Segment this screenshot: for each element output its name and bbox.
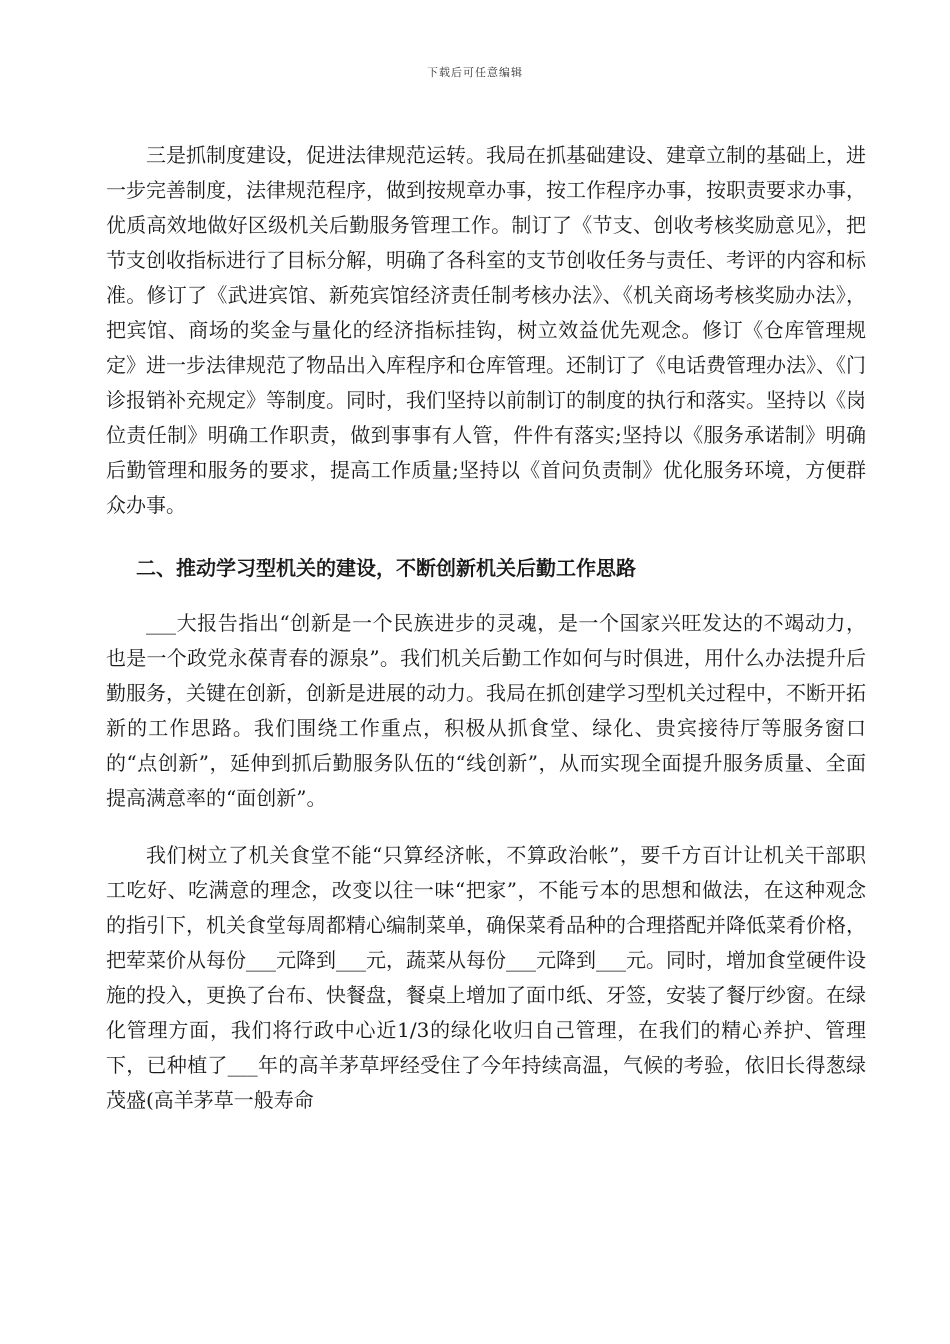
document-body	[106, 138, 866, 1118]
paragraph-canteen-greening: 我们树立了机关食堂不能“只算经济帐，不算政治帐”，要千方百计让机关干部职工吃好、吃满意的理念，改变以往一味“把家”，不能亏本的思想和做法，在这种观念的指引下，机关食堂每周都精心编制菜单，确保菜肴品种的合理搭配并降低菜肴价格，把荤菜价从每份___元降到___元，蔬菜从每份___元降到___元。同时，增加食堂硬件设施的投入，更换了台布、快餐盘，餐桌上增加了面巾纸、牙签，安装了餐厅纱窗。在绿化管理方面，我们将行政中心近1/3的绿化收归自己管理，在我们的精心养护、管理下，已种植了___年的高羊茅草坪经受住了今年持续高温，气候的考验，依旧长得葱绿茂盛(高羊茅草一般寿命	[106, 843, 866, 1112]
paragraph-institution-building: 三是抓制度建设，促进法律规范运转。我局在抓基础建设、建章立制的基础上，进一步完善制度，法律规范程序，做到按规章办事，按工作程序办事，按职责要求办事，优质高效地做好区级机关后勤服务管理工作。制订了《节支、创收考核奖励意见》，把节支创收指标进行了目标分解，明确了各科室的支节创收任务与责任、考评的内容和标准。修订了《武进宾馆、新苑宾馆经济责任制考核办法》、《机关商场考核奖励办法》，把宾馆、商场的奖金与量化的经济指标挂钩，树立效益优先观念。修订《仓库管理规定》进一步法律规范了物品出入库程序和仓库管理。还制订了《电话费管理办法》、《门诊报销补充规定》等制度。同时，我们坚持以前制订的制度的执行和落实。坚持以《岗位责任制》明确工作职责，做到事事有人管，件件有落实;坚持以《服务承诺制》明确后勤管理和服务的要求，提高工作质量;坚持以《首问负责制》优化服务环境，方便群众办事。	[106, 143, 866, 517]
paragraph-gap	[106, 816, 866, 838]
header-note: 下载后可任意编辑	[427, 66, 523, 79]
section-heading-2: 二、推动学习型机关的建设，不断创新机关后勤工作思路	[136, 556, 636, 580]
paragraph-innovation: ___大报告指出“创新是一个民族进步的灵魂，是一个国家兴旺发达的不竭动力，也是一个政党永葆青春的源泉”。我们机关后勤工作如何与时俱进，用什么办法提升后勤服务，关键在创新，创新是进展的动力。我局在抓创建学习型机关过程中，不断开拓新的工作思路。我们围绕工作重点，积极从抓食堂、绿化、贵宾接待厅等服务窗口的“点创新”，延伸到抓后勤服务队伍的“线创新”，从而实现全面提升服务质量、全面提高满意率的“面创新”。	[106, 611, 866, 810]
